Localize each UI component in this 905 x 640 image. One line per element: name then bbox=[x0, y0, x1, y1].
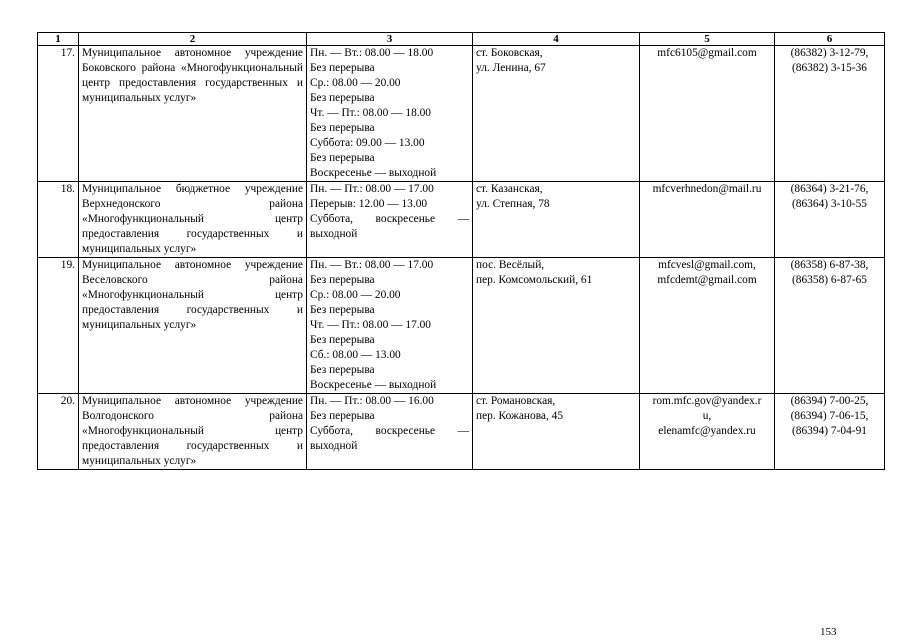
cell-line: Суббота, воскресенье — bbox=[310, 213, 469, 225]
cell-line: Перерыв: 12.00 — 13.00 bbox=[310, 198, 428, 210]
cell-line: Суббота: 09.00 — 13.00 bbox=[310, 137, 425, 149]
cell-line: Сб.: 08.00 — 13.00 bbox=[310, 349, 401, 361]
cell-line: Без перерыва bbox=[310, 62, 375, 74]
cell-line: u, bbox=[702, 410, 712, 422]
email bbox=[640, 258, 775, 394]
cell-line: ст. Казанская, bbox=[476, 183, 543, 195]
working-hours bbox=[307, 46, 473, 182]
cell-line: Без перерыва bbox=[310, 334, 375, 346]
cell-line: Пн. — Вт.: 08.00 — 18.00 bbox=[310, 47, 434, 59]
address bbox=[473, 258, 640, 394]
cell-line: Чт. — Пт.: 08.00 — 17.00 bbox=[310, 319, 432, 331]
institution-name: Муниципальное автономное учреждение Волгодонского района «Многофункциональный центр предоставления государственных и муниципальных услуг» bbox=[79, 394, 307, 470]
table-row bbox=[38, 46, 885, 182]
cell-line: (86382) 3-12-79, bbox=[790, 47, 869, 59]
cell-line: Без перерыва bbox=[310, 92, 375, 104]
cell-line: Пн. — Пт.: 08.00 — 17.00 bbox=[310, 183, 434, 195]
cell-line: ул. Ленина, 67 bbox=[476, 62, 546, 74]
email bbox=[640, 46, 775, 182]
column-header: 4 bbox=[473, 33, 640, 46]
cell-line: Воскресенье — выходной bbox=[310, 379, 437, 391]
address bbox=[473, 182, 640, 258]
cell-line: Без перерыва bbox=[310, 410, 375, 422]
column-header: 2 bbox=[79, 33, 307, 46]
column-header: 6 bbox=[775, 33, 885, 46]
table-body bbox=[38, 46, 885, 470]
email bbox=[640, 394, 775, 470]
row-number: 19. bbox=[38, 258, 79, 394]
column-header: 5 bbox=[640, 33, 775, 46]
cell-line: Без перерыва bbox=[310, 122, 375, 134]
cell-line: пос. Весёлый, bbox=[476, 259, 545, 271]
phone bbox=[775, 258, 885, 394]
column-header: 1 bbox=[38, 33, 79, 46]
cell-line: ул. Степная, 78 bbox=[476, 198, 550, 210]
cell-line: (86364) 3-21-76, bbox=[790, 183, 869, 195]
working-hours bbox=[307, 182, 473, 258]
institution-name: Муниципальное бюджетное учреждение Верхнедонского района «Многофункциональный центр предоставления государственных и муниципальных услуг» bbox=[79, 182, 307, 258]
page-number: 153 bbox=[820, 626, 837, 638]
cell-line: mfcverhnedon@mail.ru bbox=[652, 183, 762, 195]
cell-line: mfc6105@gmail.com bbox=[657, 47, 757, 59]
cell-line: ст. Боковская, bbox=[476, 47, 543, 59]
institutions-table bbox=[37, 32, 885, 470]
cell-line: (86358) 6-87-38, bbox=[790, 259, 869, 271]
table-row bbox=[38, 258, 885, 394]
column-header: 3 bbox=[307, 33, 473, 46]
cell-line: (86358) 6-87-65 bbox=[792, 274, 867, 286]
cell-line: Без перерыва bbox=[310, 274, 375, 286]
cell-line: Чт. — Пт.: 08.00 — 18.00 bbox=[310, 107, 432, 119]
cell-line: пер. Комсомольский, 61 bbox=[476, 274, 593, 286]
row-number: 20. bbox=[38, 394, 79, 470]
row-number: 17. bbox=[38, 46, 79, 182]
cell-line: elenamfc@yandex.ru bbox=[658, 425, 756, 437]
row-number: 18. bbox=[38, 182, 79, 258]
cell-line: Воскресенье — выходной bbox=[310, 167, 437, 179]
cell-line: (86364) 3-10-55 bbox=[792, 198, 867, 210]
phone bbox=[775, 394, 885, 470]
cell-line: Суббота, воскресенье — bbox=[310, 425, 469, 437]
cell-line: Без перерыва bbox=[310, 304, 375, 316]
table-row bbox=[38, 182, 885, 258]
cell-line: (86394) 7-04-91 bbox=[792, 425, 867, 437]
cell-line: Пн. — Пт.: 08.00 — 16.00 bbox=[310, 395, 434, 407]
institution-name: Муниципальное автономное учреждение Боковского района «Многофункциональный центр предоставления государственных и муниципальных услуг» bbox=[79, 46, 307, 182]
cell-line: выходной bbox=[310, 228, 358, 240]
phone bbox=[775, 46, 885, 182]
cell-line: rom.mfc.gov@yandex.r bbox=[652, 395, 762, 407]
cell-line: выходной bbox=[310, 440, 358, 452]
table-row bbox=[38, 394, 885, 470]
working-hours bbox=[307, 394, 473, 470]
address bbox=[473, 46, 640, 182]
cell-line: Без перерыва bbox=[310, 152, 375, 164]
cell-line: ст. Романовская, bbox=[476, 395, 556, 407]
address bbox=[473, 394, 640, 470]
cell-line: пер. Кожанова, 45 bbox=[476, 410, 564, 422]
cell-line: Без перерыва bbox=[310, 364, 375, 376]
institution-name: Муниципальное автономное учреждение Веселовского района «Многофункциональный центр предоставления государственных и муниципальных услуг» bbox=[79, 258, 307, 394]
cell-line: Ср.: 08.00 — 20.00 bbox=[310, 77, 401, 89]
cell-line: (86382) 3-15-36 bbox=[792, 62, 867, 74]
cell-line: (86394) 7-06-15, bbox=[790, 410, 869, 422]
cell-line: mfcvesl@gmail.com, bbox=[658, 259, 756, 271]
cell-line: mfcdemt@gmail.com bbox=[657, 274, 757, 286]
email bbox=[640, 182, 775, 258]
working-hours bbox=[307, 258, 473, 394]
header-row bbox=[38, 33, 885, 46]
cell-line: Ср.: 08.00 — 20.00 bbox=[310, 289, 401, 301]
phone bbox=[775, 182, 885, 258]
cell-line: (86394) 7-00-25, bbox=[790, 395, 869, 407]
cell-line: Пн. — Вт.: 08.00 — 17.00 bbox=[310, 259, 434, 271]
